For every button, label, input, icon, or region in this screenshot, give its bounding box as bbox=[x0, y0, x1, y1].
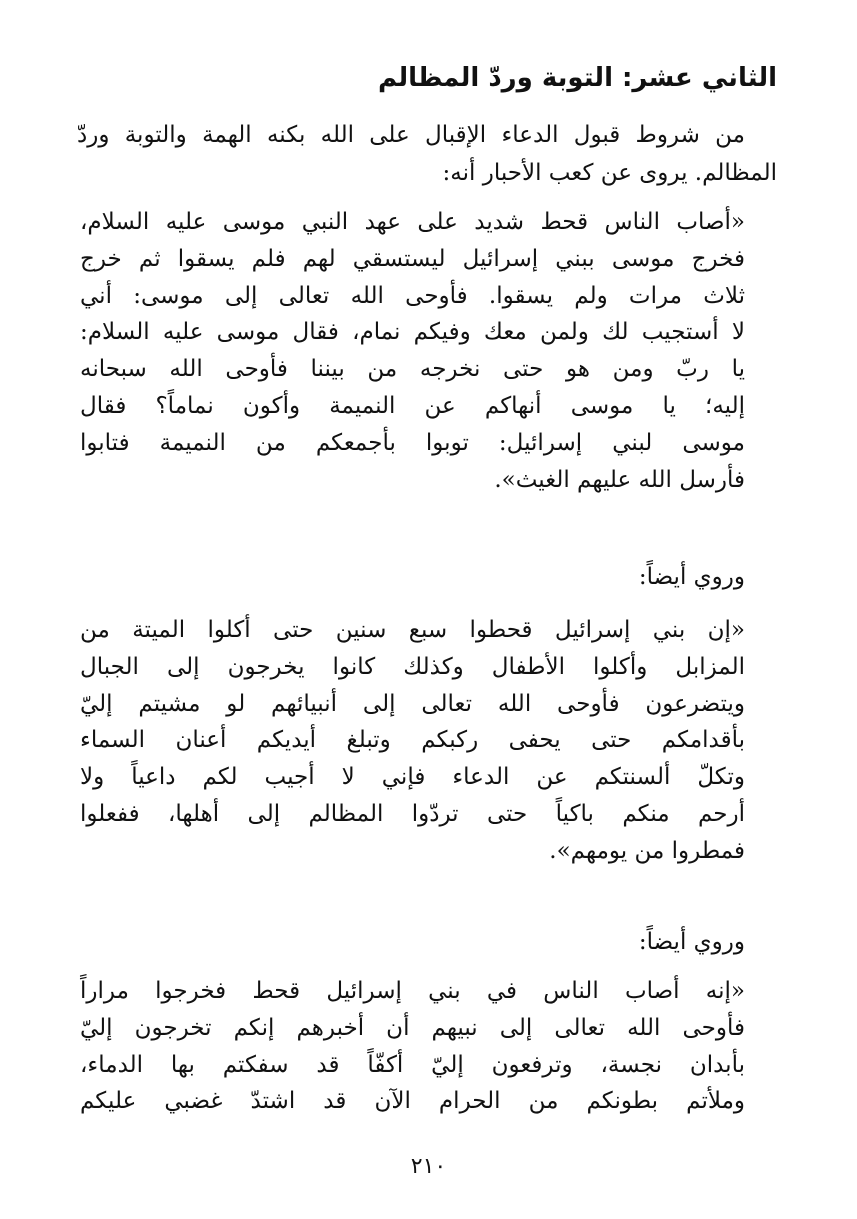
quote-line: وتكلّ ألسنتكم عن الدعاء فإني لا أجيب لكم داعياً ولا bbox=[80, 764, 745, 791]
page-number: ٢١٠ bbox=[410, 1154, 447, 1179]
quote-line: إليه؛ يا موسى أنهاكم عن النميمة وأكون نماماً؟ فقال bbox=[80, 392, 745, 419]
quote-line: «إنه أصاب الناس في بني إسرائيل قحط فخرجوا مراراً bbox=[80, 978, 745, 1004]
quote-line: المزابل وأكلوا الأطفال وكذلك كانوا يخرجون إلى الجبال bbox=[80, 653, 745, 680]
lead-line: وروي أيضاً: bbox=[638, 929, 745, 955]
section-heading: الثاني عشر: التوبة وردّ المظالم bbox=[377, 63, 777, 93]
quote-bani-israil-drought bbox=[80, 612, 745, 870]
quote-impure-bodies bbox=[80, 973, 745, 1120]
quote-line: أرحم منكم باكياً حتى تردّوا المظالم إلى أهلها، ففعلوا bbox=[80, 800, 745, 827]
quote-ka-b-al-ahbar bbox=[80, 204, 745, 498]
quote-line: يا ربّ ومن هو حتى نخرجه من بيننا فأوحى الله سبحانه bbox=[80, 356, 745, 383]
intro-line: المظالم. يروى عن كعب الأحبار أنه: bbox=[442, 160, 777, 186]
quote-line: وملأتم بطونكم من الحرام الآن قد اشتدّ غضبي عليكم bbox=[80, 1088, 745, 1115]
narration-lead bbox=[80, 923, 745, 961]
narration-lead bbox=[80, 558, 745, 596]
quote-line: «أصاب الناس قحط شديد على عهد النبي موسى عليه السلام، bbox=[80, 209, 745, 235]
intro-paragraph bbox=[77, 116, 777, 192]
lead-line: وروي أيضاً: bbox=[638, 564, 745, 590]
quote-line: بأبدان نجسة، وترفعون إليّ أكفّاً قد سفكتم بها الدماء، bbox=[80, 1051, 745, 1078]
quote-line: لا أستجيب لك ولمن معك وفيكم نمام، فقال موسى عليه السلام: bbox=[80, 319, 745, 346]
quote-line: ويتضرعون فأوحى الله تعالى إلى أنبيائهم لو مشيتم إليّ bbox=[80, 690, 745, 717]
quote-line: فمطروا من يومهم». bbox=[549, 837, 745, 864]
quote-line: ثلاث مرات ولم يسقوا. فأوحى الله تعالى إلى موسى: أني bbox=[80, 282, 745, 309]
quote-line: فخرج موسى ببني إسرائيل ليستسقي لهم فلم يسقوا ثم خرج bbox=[80, 245, 745, 272]
quote-line: فأوحى الله تعالى إلى نبيهم أن أخبرهم إنكم تخرجون إليّ bbox=[80, 1014, 745, 1041]
quote-line: فأرسل الله عليهم الغيث». bbox=[494, 466, 745, 493]
quote-line: موسى لبني إسرائيل: توبوا بأجمعكم من النميمة فتابوا bbox=[80, 429, 745, 456]
intro-line: من شروط قبول الدعاء الإقبال على الله بكنه الهمة والتوبة وردّ bbox=[77, 122, 745, 148]
quote-line: «إن بني إسرائيل قحطوا سبع سنين حتى أكلوا الميتة من bbox=[80, 617, 745, 643]
quote-line: بأقدامكم حتى يحفى ركبكم وتبلغ أيديكم أعنان السماء bbox=[80, 727, 745, 754]
